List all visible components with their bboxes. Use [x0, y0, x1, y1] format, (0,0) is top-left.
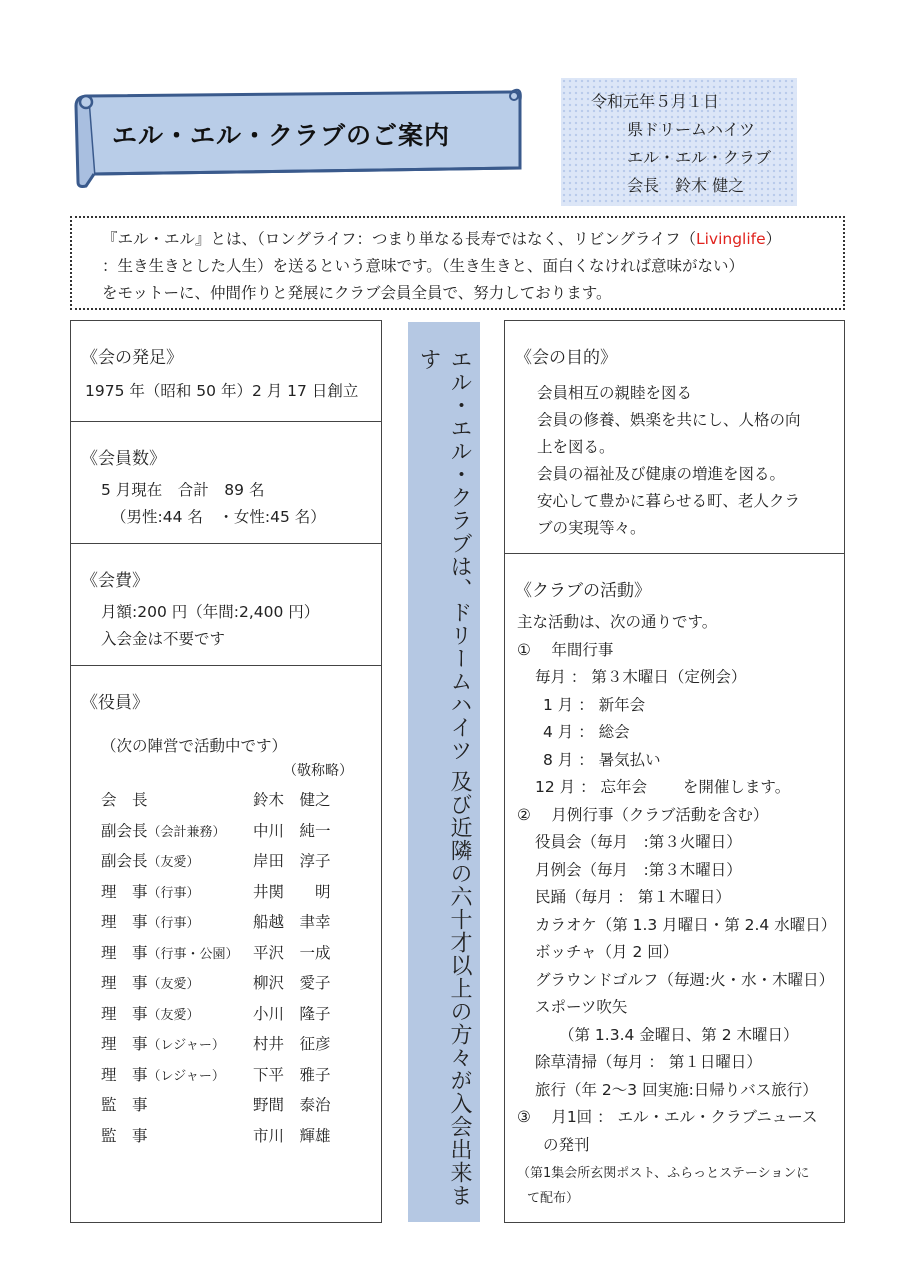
right-panel — [504, 320, 845, 1223]
chairman: 会長 鈴木 健之 — [627, 176, 745, 195]
officer-row — [101, 1120, 381, 1151]
founding-text: 1975 年（昭和 50 年）2 月 17 日創立 — [85, 382, 359, 400]
officer-role: 副会長（会計兼務） — [101, 821, 226, 840]
officer-role-detail: （友愛） — [147, 1007, 200, 1023]
activities-list — [517, 609, 844, 1159]
officer-role-detail: （行事・公園） — [147, 946, 239, 962]
founding-section — [71, 321, 381, 421]
livinglife-highlight: Livinglife — [695, 230, 766, 248]
officers-note: （次の陣営で活動中です） — [101, 737, 288, 755]
officer-row — [101, 1028, 381, 1059]
purpose-title: 《会の目的》 — [515, 348, 617, 368]
intro-line-2: ：生き生きとした人生）を送るという意味です。（生き生きと、面白くなければ意味がない） — [102, 257, 745, 275]
founding-title: 《会の発足》 — [81, 348, 183, 368]
officer-role: 理 事（行事） — [101, 913, 200, 932]
intro-line-1: 『エル・エル』とは、（ロングライフ：つまり単なる長寿ではなく、リビングライフ（Livinglife） — [102, 230, 782, 248]
officer-row — [101, 998, 381, 1029]
officer-role-detail: （友愛） — [147, 977, 200, 993]
activity-line: 毎月 ： 第３木曜日（定例会） — [535, 668, 747, 686]
officer-name: 岸田 淳子 — [253, 852, 331, 871]
officer-role-detail: （レジャー） — [147, 1068, 225, 1084]
officer-name: 村井 征彦 — [253, 1035, 331, 1054]
officer-role-detail: （行事） — [147, 885, 200, 901]
officer-row — [101, 1059, 381, 1090]
purpose-line: 会員の修養、娯楽を共にし、人格の向 — [537, 411, 801, 429]
purpose-line: 会員相互の親睦を図る — [537, 384, 693, 402]
officer-role: 監 事 — [101, 1126, 148, 1145]
officer-row — [101, 845, 381, 876]
activity-line: 旅行（年 2～3 回実施:日帰りバス旅行） — [535, 1080, 818, 1099]
intro-box — [70, 216, 845, 310]
activity-line: 役員会（毎月 :第３火曜日） — [535, 833, 742, 851]
activities-section — [505, 553, 844, 1223]
fees-monthly: 月額:200 円（年間:2,400 円） — [101, 603, 320, 621]
officer-role: 理 事（レジャー） — [101, 1035, 225, 1054]
purpose-section — [505, 321, 844, 553]
officer-row — [101, 906, 381, 937]
left-panel — [70, 320, 382, 1223]
header-info — [561, 78, 797, 206]
issue-date: 令和元年５月１日 — [591, 92, 720, 111]
officer-role-detail: （友愛） — [147, 855, 200, 871]
intro-line-3: をモットーに、仲間作りと発展にクラブ会員全員で、努力しております。 — [102, 284, 612, 302]
officers-title: 《役員》 — [81, 693, 149, 713]
activity-line: ② 月例行事（クラブ活動を含む） — [517, 805, 769, 824]
officer-name: 市川 輝雄 — [253, 1126, 331, 1145]
club-name: エル・エル・クラブ — [627, 148, 772, 167]
purpose-line: 上を図る。 — [537, 438, 615, 456]
officer-name: 鈴木 健之 — [253, 791, 331, 810]
activity-line: ボッチャ（月 2 回） — [535, 943, 679, 961]
officer-role: 理 事（友愛） — [101, 1004, 200, 1023]
members-title: 《会員数》 — [81, 449, 166, 469]
activity-line: 除草清掃（毎月 ： 第１日曜日） — [535, 1053, 762, 1071]
title-banner — [74, 84, 522, 188]
activity-line: 民踊（毎月 ： 第１木曜日） — [535, 888, 731, 906]
location: 県ドリームハイツ — [627, 120, 756, 139]
activity-line: 4 月 ： 総会 — [543, 723, 630, 741]
members-section — [71, 421, 381, 543]
purpose-line: 安心して豊かに暮らせる町、老人クラ — [537, 492, 801, 510]
officer-row — [101, 815, 381, 846]
purpose-line: ブの実現等々。 — [537, 519, 646, 537]
activity-line: グラウンドゴルフ（毎週:火・水・木曜日） — [535, 970, 835, 989]
officer-row — [101, 784, 381, 815]
officer-role: 理 事（友愛） — [101, 974, 200, 993]
members-total: 5 月現在 合計 89 名 — [101, 481, 265, 499]
fees-title: 《会費》 — [81, 571, 149, 591]
officer-role: 理 事（行事） — [101, 882, 200, 901]
officer-row — [101, 937, 381, 968]
activity-line: 1 月 ： 新年会 — [543, 695, 646, 714]
activities-title: 《クラブの活動》 — [515, 581, 651, 601]
officer-role: 理 事（行事・公園） — [101, 943, 239, 962]
officer-name: 中川 純一 — [253, 821, 331, 840]
officer-row — [101, 1089, 381, 1120]
purpose-list — [537, 380, 844, 542]
activity-line: ① 年間行事 — [517, 640, 614, 659]
officer-name: 船越 聿幸 — [253, 913, 331, 932]
officer-name: 下平 雅子 — [253, 1065, 331, 1084]
activity-line: 主な活動は、次の通りです。 — [517, 613, 718, 631]
officers-section — [71, 665, 381, 1223]
activity-line: （第 1.3.4 金曜日、第 2 木曜日） — [559, 1025, 799, 1044]
officer-role: 副会長（友愛） — [101, 852, 200, 871]
officer-name: 平沢 一成 — [253, 943, 331, 962]
officer-row — [101, 876, 381, 907]
activity-line: 8 月 ： 暑気払い — [543, 750, 661, 769]
honorific-note: （敬称略） — [283, 763, 353, 779]
officer-name: 柳沢 愛子 — [253, 974, 331, 993]
officer-name: 小川 隆子 — [253, 1004, 331, 1023]
officer-role-detail: （レジャー） — [147, 1038, 225, 1054]
vertical-banner — [408, 322, 480, 1222]
officer-role: 理 事（レジャー） — [101, 1065, 225, 1084]
officer-row — [101, 967, 381, 998]
activities-footnote-2: て配布） — [527, 1191, 580, 1206]
officers-list — [101, 784, 381, 1150]
vertical-banner-text: エル・エル・クラブは、ドリームハイツ 及び近隣の六十才以上の方々が入会出来ます — [416, 348, 472, 1207]
activity-line: 月例会（毎月 :第３木曜日） — [535, 860, 742, 879]
activities-footnote-1: （第1集会所玄関ポスト、ふらっとステーションに — [517, 1166, 810, 1181]
activity-line: カラオケ（第 1.3 月曜日・第 2.4 水曜日） — [535, 915, 837, 934]
officer-role-detail: （会計兼務） — [147, 824, 226, 840]
officer-role: 監 事 — [101, 1096, 148, 1115]
activity-line: スポーツ吹矢 — [535, 998, 628, 1016]
officer-name: 野間 泰治 — [253, 1096, 331, 1115]
purpose-line: 会員の福祉及び健康の増進を図る。 — [537, 465, 786, 483]
fees-section — [71, 543, 381, 665]
page-title: エル・エル・クラブのご案内 — [112, 121, 451, 150]
officer-role-detail: （行事） — [147, 916, 200, 932]
activity-line: 12 月 ： 忘年会 を開催します。 — [535, 778, 791, 796]
officer-role: 会 長 — [101, 791, 148, 810]
fees-entry: 入会金は不要です — [101, 630, 226, 648]
activity-line: の発刊 — [543, 1135, 590, 1154]
members-breakdown: （男性:44 名 ・女性:45 名） — [111, 508, 326, 526]
officer-name: 井関 明 — [253, 882, 331, 901]
activity-line: ③ 月1回 ： エル・エル・クラブニュース — [517, 1108, 818, 1126]
